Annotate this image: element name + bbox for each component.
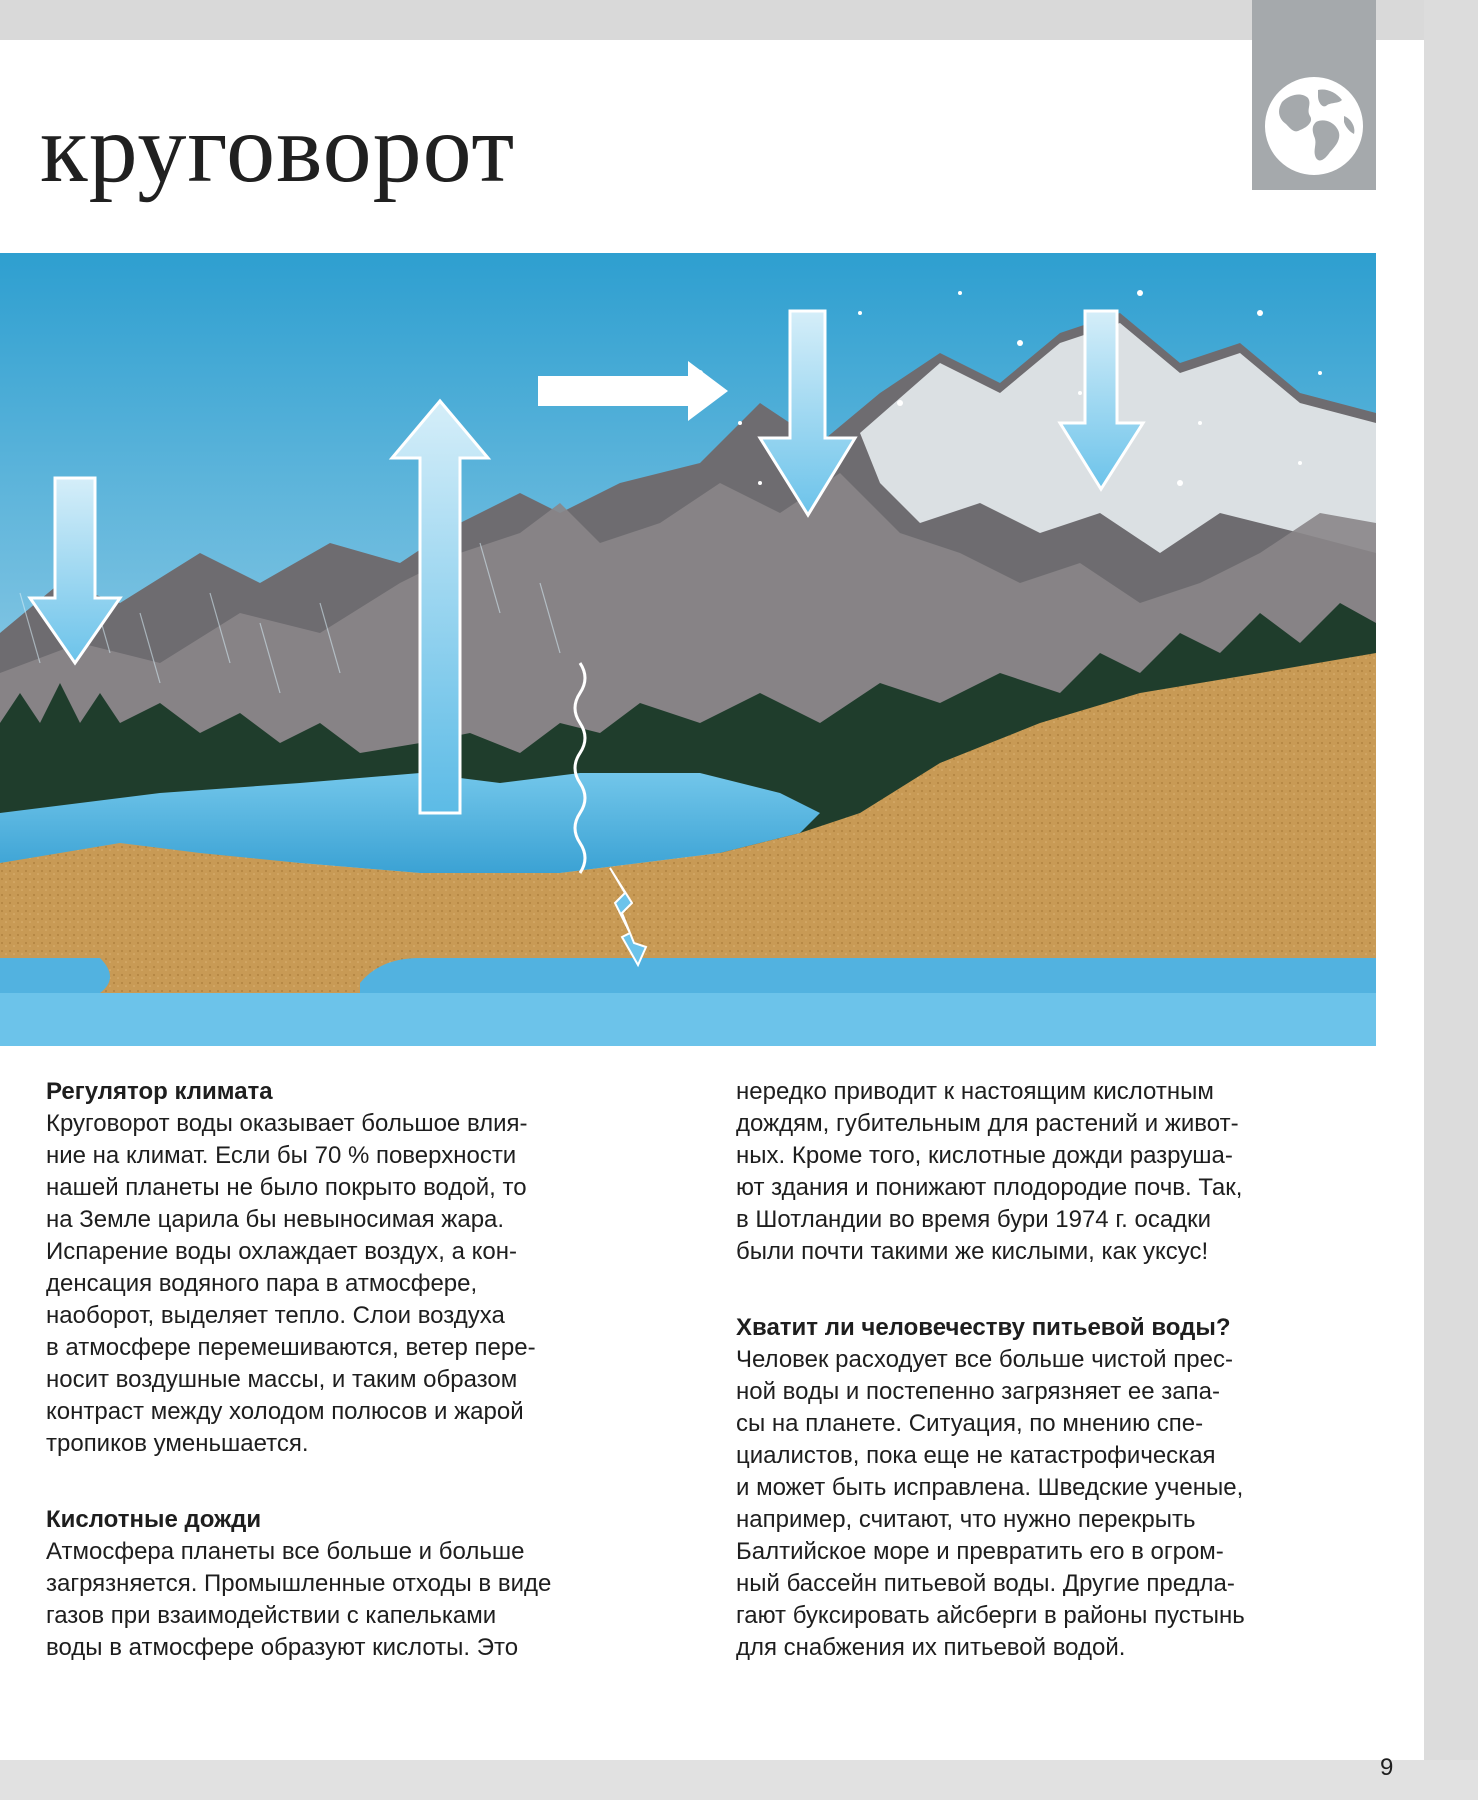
groundwater (0, 993, 1376, 1046)
text-line: дождям, губительным для растений и живот- (736, 1110, 1239, 1137)
water-cycle-illustration (0, 253, 1376, 1046)
paragraph-acid-rain-end (736, 1076, 1356, 1268)
paragraph-drinking-water (736, 1344, 1356, 1664)
text-line: денсация водяного пара в атмосфере, (46, 1270, 478, 1297)
text-line: ный бассейн питьевой воды. Другие предла- (736, 1570, 1235, 1597)
page-title: круговорот (40, 95, 516, 203)
groundwater-pocket-left (0, 958, 110, 993)
heading-climate: Регулятор климата (46, 1078, 273, 1105)
text-line: Человек расходует все больше чистой прес- (736, 1346, 1233, 1373)
text-column-left (46, 1076, 666, 1664)
scan-edge-bottom (0, 1760, 1478, 1800)
text-line: наоборот, выделяет тепло. Слои воздуха (46, 1302, 505, 1329)
text-line: Испарение воды охлаждает воздух, а кон- (46, 1238, 517, 1265)
text-line: гают буксировать айсберги в районы пустынь (736, 1602, 1245, 1629)
text-line: контраст между холодом полюсов и жарой (46, 1398, 524, 1425)
text-line: в атмосфере перемешиваются, ветер пере- (46, 1334, 536, 1361)
globe-icon (1260, 72, 1368, 180)
text-line: циалистов, пока еще не катастрофическая (736, 1442, 1216, 1469)
text-line: ние на климат. Если бы 70 % поверхности (46, 1142, 517, 1169)
text-line: нередко приводит к настоящим кислотным (736, 1078, 1214, 1105)
text-line: Атмосфера планеты все больше и больше (46, 1538, 525, 1565)
text-line: для снабжения их питьевой водой. (736, 1634, 1126, 1661)
page-number: 9 (1380, 1754, 1394, 1781)
text-line: загрязняется. Промышленные отходы в виде (46, 1570, 552, 1597)
text-line: тропиков уменьшается. (46, 1430, 309, 1457)
text-line: Балтийское море и превратить его в огром- (736, 1538, 1224, 1565)
text-line: и может быть исправлена. Шведские ученые, (736, 1474, 1244, 1501)
text-line: сы на планете. Ситуация, по мнению спе- (736, 1410, 1204, 1437)
text-line: на Земле царила бы невыносимая жара. (46, 1206, 505, 1233)
scan-edge-right (1424, 0, 1478, 1800)
text-line: газов при взаимодействии с капельками (46, 1602, 497, 1629)
text-line: носит воздушные массы, и таким образом (46, 1366, 518, 1393)
text-line: Круговорот воды оказывает большое влия- (46, 1110, 528, 1137)
heading-drinking-water: Хватит ли человечеству питьевой воды? (736, 1314, 1231, 1341)
text-line: ных. Кроме того, кислотные дожди разруша- (736, 1142, 1233, 1169)
text-line: были почти такими же кислыми, как уксус! (736, 1238, 1209, 1265)
corner-tab (1252, 0, 1376, 190)
text-line: ной воды и постепенно загрязняет ее запа- (736, 1378, 1220, 1405)
groundwater-pocket (360, 958, 1376, 993)
paragraph-acid-rain-start (46, 1536, 666, 1664)
text-column-right (736, 1076, 1356, 1664)
heading-acid-rain: Кислотные дожди (46, 1506, 262, 1533)
text-line: например, считают, что нужно перекрыть (736, 1506, 1196, 1533)
text-line: воды в атмосфере образуют кислоты. Это (46, 1634, 519, 1661)
text-line: в Шотландии во время бури 1974 г. осадки (736, 1206, 1212, 1233)
text-line: нашей планеты не было покрыто водой, то (46, 1174, 527, 1201)
text-line: ют здания и понижают плодородие почв. Так, (736, 1174, 1243, 1201)
paragraph-climate (46, 1108, 666, 1460)
